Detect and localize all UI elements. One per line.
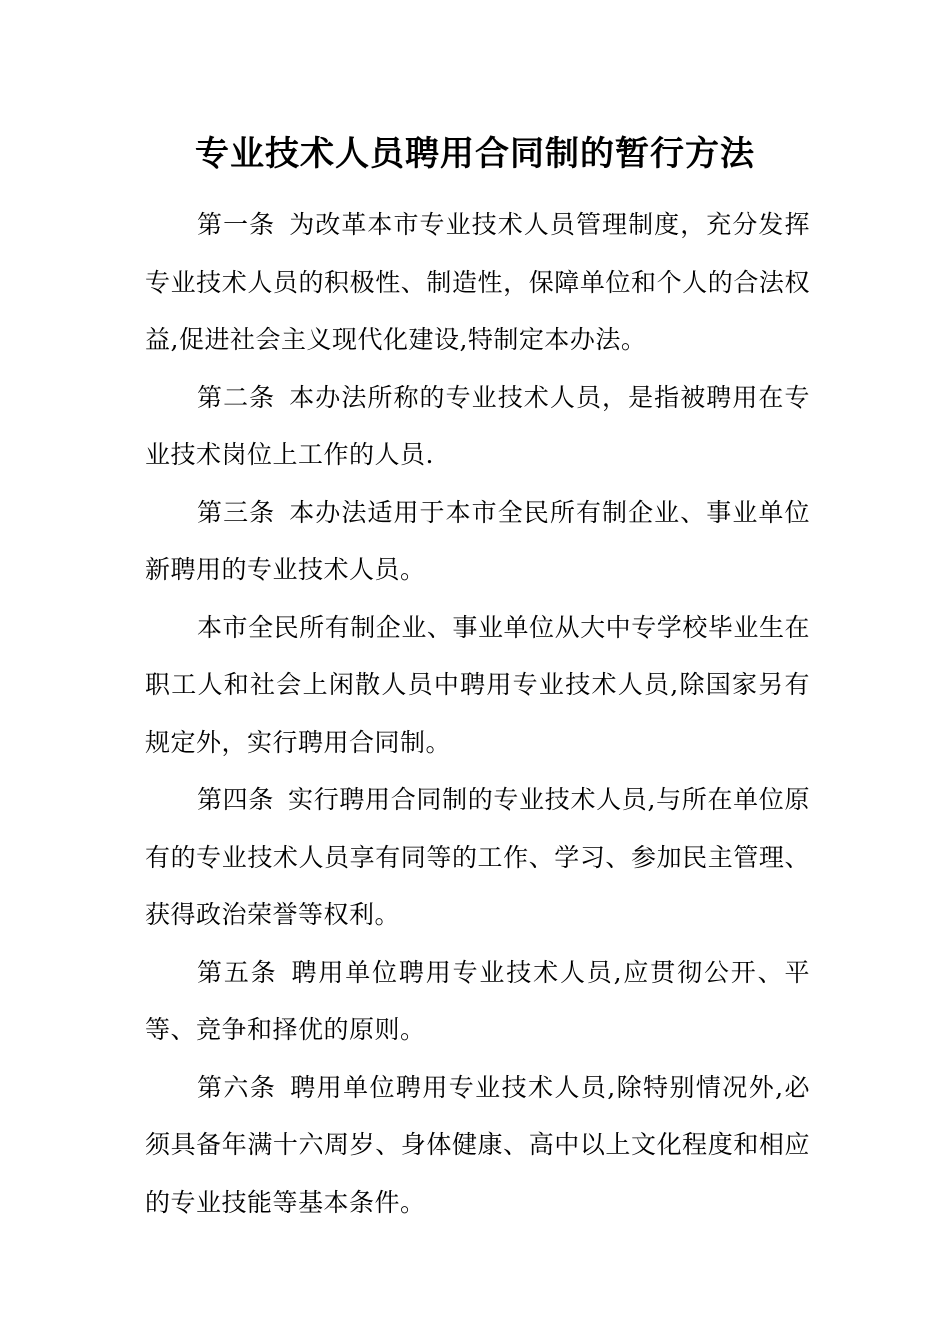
article-number: 第二条 [197,382,276,412]
article-4 [145,771,810,944]
article-text: 本办法所称的专业技术人员，是指被聘用在专业技术岗位上工作的人员. [145,382,810,469]
article-3-continued [145,599,810,772]
article-text: 为改革本市专业技术人员管理制度，充分发挥专业技术人员的积极性、制造性，保障单位和个人的合法权益,促进社会主义现代化建设,特制定本办法。 [145,210,810,354]
article-3 [145,484,810,599]
article-number: 第六条 [197,1072,277,1102]
article-5 [145,944,810,1059]
article-number: 第四条 [197,785,275,814]
article-1 [145,196,810,369]
article-text: 聘用单位聘用专业技术人员,应贯彻公开、平等、竞争和择优的原则。 [145,957,810,1044]
article-text: 聘用单位聘用专业技术人员,除特别情况外,必须具备年满十六周岁、身体健康、高中以上文化程度和相应的专业技能等基本条件。 [145,1072,810,1217]
article-text: 本办法适用于本市全民所有制企业、事业单位新聘用的专业技术人员。 [145,497,810,584]
article-2 [145,369,810,484]
document-title: 专业技术人员聘用合同制的暂行方法 [195,134,755,174]
article-number: 第一条 [197,210,276,239]
paragraph-text: 本市全民所有制企业、事业单位从大中专学校毕业生在职工人和社会上闲散人员中聘用专业技术人员,除国家另有规定外，实行聘用合同制。 [145,612,810,757]
article-number: 第三条 [197,497,276,527]
article-text: 实行聘用合同制的专业技术人员,与所在单位原有的专业技术人员享有同等的工作、学习、参加民主管理、获得政治荣誉等权利。 [145,785,810,929]
article-6 [145,1059,810,1232]
article-number: 第五条 [197,957,278,987]
document-body [145,196,810,1231]
